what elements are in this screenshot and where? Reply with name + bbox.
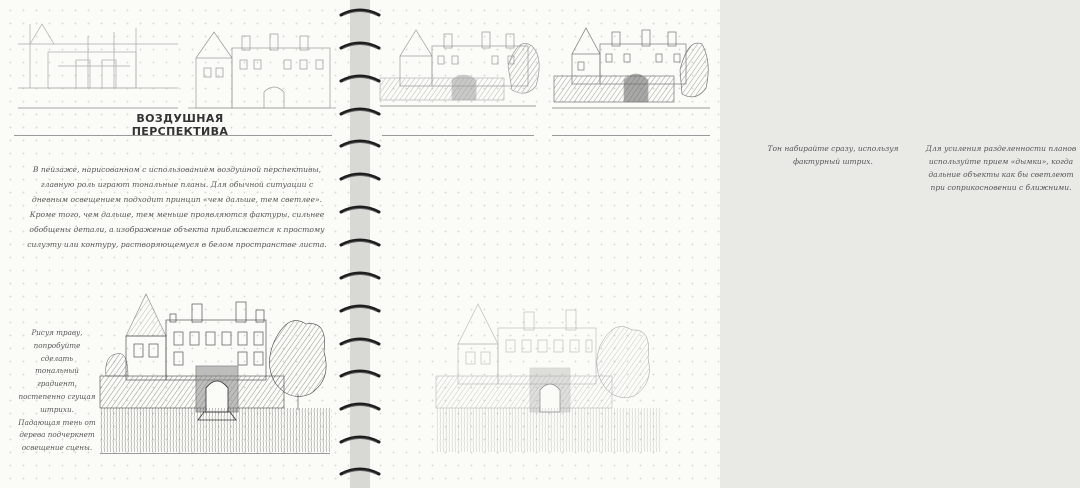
lawn-faded — [436, 408, 662, 452]
lawn — [100, 408, 332, 452]
bush-left — [106, 353, 128, 376]
gutter — [350, 0, 370, 488]
manor-sketch-detailed — [100, 284, 332, 456]
hedge — [100, 376, 284, 408]
side-note: Рисуя траву, попробуйте сделать тональный градиент, постепенно сгущая штрихи. Падающая тень от дерева подчеркнет освещение сцены. — [18, 328, 96, 453]
caption-rule-1 — [382, 135, 534, 136]
sketch-step-2-outline — [188, 32, 336, 108]
hedge-faded — [436, 376, 612, 408]
sketch-step-1-construction — [18, 24, 178, 88]
sketch-strip-left — [18, 18, 338, 110]
right-page — [370, 0, 1077, 488]
sketch-step-3-tone — [380, 30, 539, 106]
sketch-strip-right — [380, 16, 710, 112]
section-title: ВОЗДУШНАЯ ПЕРСПЕКТИВА — [131, 112, 229, 138]
tree-right-faded — [597, 326, 650, 397]
caption-planes: Для усиления разделенности планов используйте прием «дымки», когда дальние объекты как бы светлеют при соприкосновении с ближними. — [925, 144, 1077, 192]
sketch-step-4-planes — [552, 28, 710, 108]
left-page — [0, 0, 350, 488]
gate-arch-faded — [530, 368, 570, 412]
caption-rule-2 — [552, 135, 710, 136]
caption-tone: Тон набирайте сразу, используя фактурный штрих. — [767, 144, 899, 166]
manor-sketch-faded — [436, 296, 662, 456]
main-text: В пейзаже, нарисованном с использованием воздушной перспективы, главную роль играют тональные планы. Для обычной ситуации с дневным освещением подходит принцип «чем дальше, тем светлее». Кроме того, чем дальше, тем меньше проявляются фактуры, сильнее обобщены детали, а изображение объекта приближается к простому силуэту или контуру, растворяющемуся в белом пространстве листа. — [27, 165, 327, 249]
bottom-rule-left — [100, 453, 330, 454]
